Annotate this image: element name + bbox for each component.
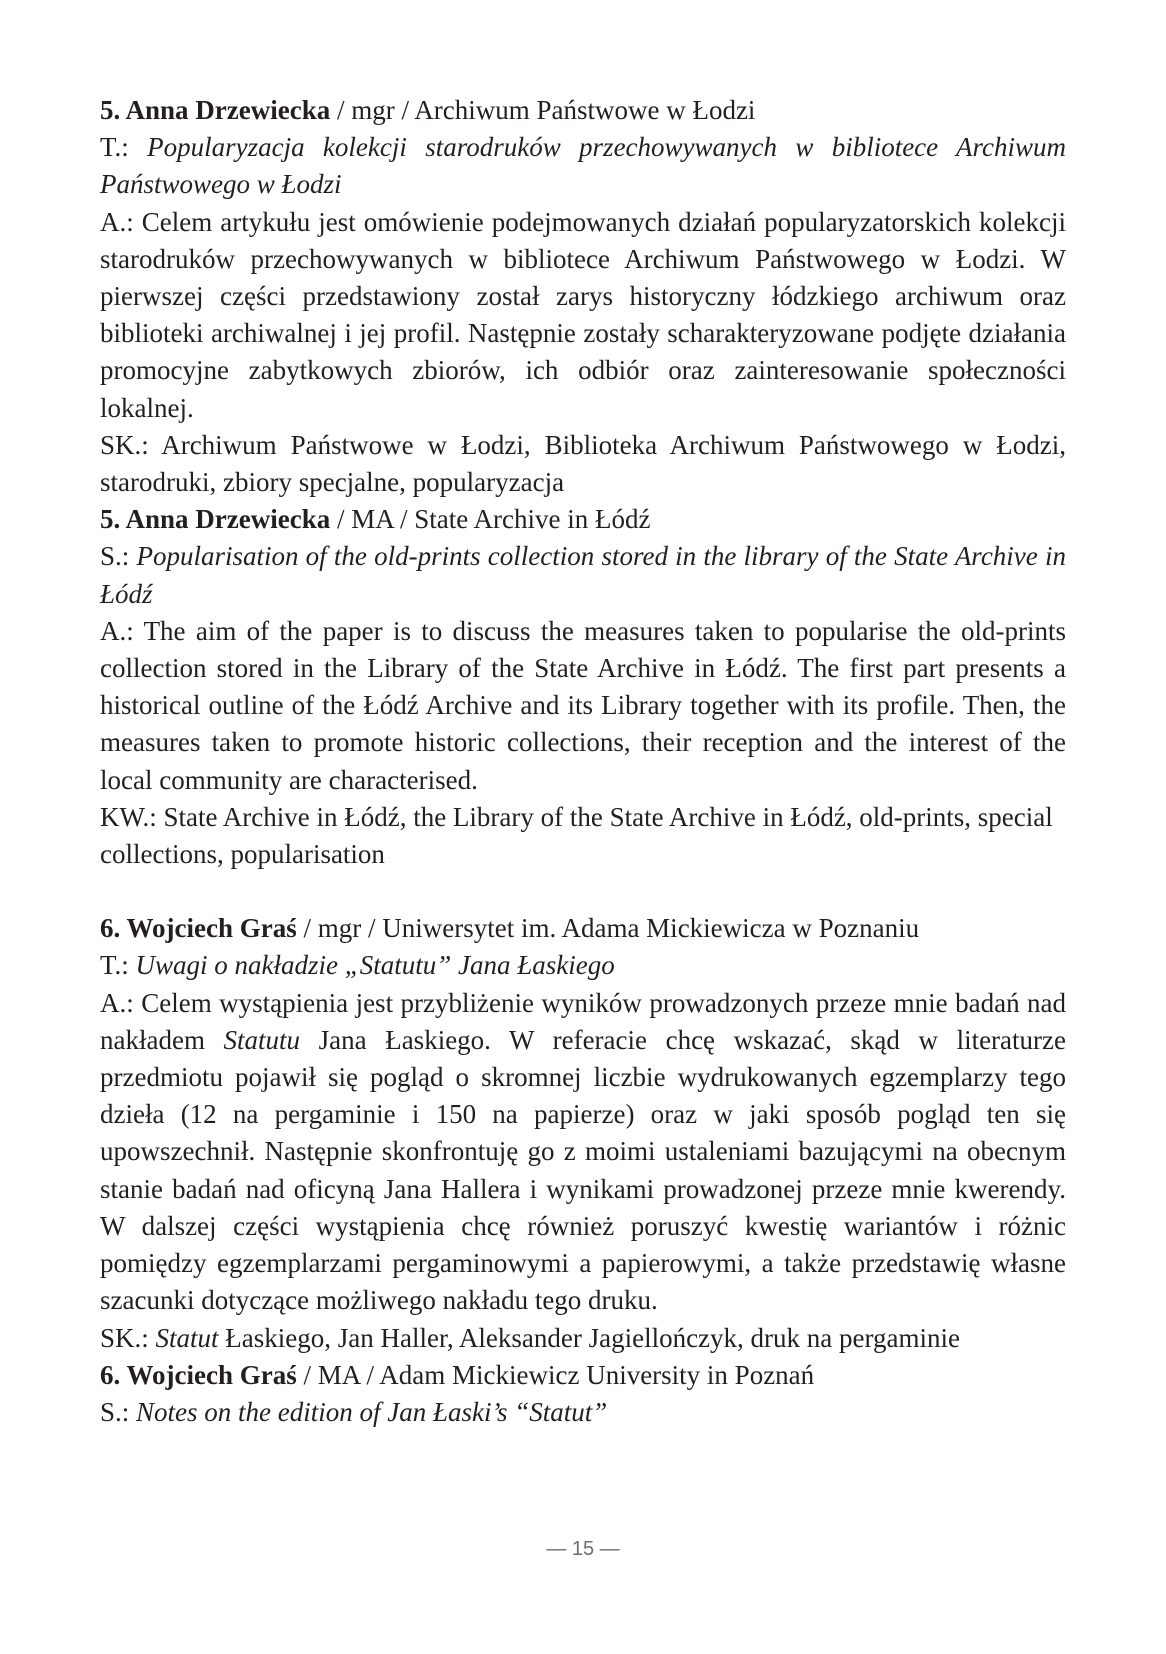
paper-title: Uwagi o nakładzie „Statutu” Jana Łaskiego bbox=[135, 950, 615, 981]
keywords-italic: Statut bbox=[155, 1322, 219, 1353]
abstract-text: Celem artykułu jest omówienie podejmowanych działań popularyzatorskich kolekcji starodruków przechowywanych w bibliotece Archiwum Państwowego w Łodzi. W pierwszej części przedstawiony został zarys historyczny łódzkiego archiwum oraz biblioteki archiwalnej i jej profil. Następnie zostały scharakteryzowane podjęte działania promocyjne zabytkowych zbiorów, ich odbiór oraz zainteresowanie społeczności lokalnej. bbox=[100, 206, 1067, 423]
author-affiliation: / MA / State Archive in Łódź bbox=[330, 504, 651, 535]
author-line bbox=[100, 1357, 1066, 1394]
keywords bbox=[100, 1320, 1066, 1357]
author-name: 6. Wojciech Graś bbox=[100, 1359, 297, 1390]
title-label: S.: bbox=[100, 1396, 137, 1427]
abstract-label: A.: bbox=[100, 615, 144, 646]
author-line bbox=[100, 501, 1066, 538]
keywords-text: Łaskiego, Jan Haller, Aleksander Jagiellończyk, druk na pergaminie bbox=[218, 1322, 960, 1353]
title-line bbox=[100, 129, 1066, 203]
author-line bbox=[100, 910, 1066, 947]
author-line bbox=[100, 92, 1066, 129]
keywords-text: State Archive in Łódź, the Library of the State Archive in Łódź, old-prints, special collections, popularisation bbox=[100, 801, 1053, 870]
abstract-text: The aim of the paper is to discuss the measures taken to popularise the old-prints collection stored in the Library of the State Archive in Łódź. The first part presents a historical outline of the Łódź Archive and its Library together with its profile. Then, the measures taken to promote historic collections, their reception and the interest of the local community are characterised. bbox=[100, 615, 1066, 795]
keywords-label: SK.: bbox=[100, 429, 162, 460]
title-line bbox=[100, 947, 1066, 984]
author-name: 6. Wojciech Graś bbox=[100, 913, 297, 944]
paper-title: Notes on the edition of Jan Łaski’s “Statut” bbox=[136, 1396, 608, 1427]
keywords-label: KW.: bbox=[100, 801, 164, 832]
abstract-text: Jana Łaskiego. W referacie chcę wskazać, skąd w literaturze przedmiotu pojawił się pogląd o skromnej liczbie wydrukowanych egzemplarzy tego dzieła (12 na pergaminie i 150 na papierze) oraz w jaki sposób pogląd ten się upowszechnił. Następnie skonfrontuję go z moimi ustaleniami bazującymi na obecnym stanie badań nad oficyną Jana Hallera i wynikami prowadzonej przeze mnie kwerendy. W dalszej części wystąpienia chcę również poruszyć kwestię wariantów i różnic pomiędzy egzemplarzami pergaminowymi a papierowymi, a także przedstawię własne szacunki dotyczące możliwego nakładu tego druku. bbox=[100, 1024, 1066, 1316]
author-affiliation: / mgr / Uniwersytet im. Adama Mickiewicza w Poznaniu bbox=[296, 913, 920, 944]
title-line bbox=[100, 1394, 1066, 1431]
title-label: T.: bbox=[100, 132, 148, 163]
page-number: — 15 — bbox=[546, 1538, 620, 1560]
abstract-label: A.: bbox=[100, 206, 142, 237]
keywords bbox=[100, 799, 1066, 873]
title-label: T.: bbox=[100, 950, 136, 981]
keywords bbox=[100, 427, 1066, 501]
abstract-text: Celem wystąpienia jest przybliżenie wyników prowadzonych przeze mnie badań nad nakładem bbox=[100, 987, 1067, 1055]
abstract bbox=[100, 613, 1066, 799]
keywords-label: SK.: bbox=[100, 1322, 156, 1353]
entry-spacer bbox=[100, 873, 1066, 910]
keywords-text: Archiwum Państwowe w Łodzi, Biblioteka Archiwum Państwowego w Łodzi, starodruki, zbiory specjalne, popularyzacja bbox=[100, 429, 1066, 498]
paper-title: Popularisation of the old-prints collection stored in the library of the State Archive in Łódź bbox=[100, 541, 1066, 609]
paper-title: Popularyzacja kolekcji starodruków przechowywanych w bibliotece Archiwum Państwowego w Łodzi bbox=[100, 132, 1066, 200]
abstract bbox=[100, 985, 1066, 1320]
author-name: 5. Anna Drzewiecka bbox=[100, 504, 331, 535]
author-name: 5. Anna Drzewiecka bbox=[100, 95, 331, 125]
title-label: S.: bbox=[100, 541, 137, 572]
abstract-label: A.: bbox=[100, 987, 142, 1018]
abstract bbox=[100, 204, 1066, 427]
abstract-italic: Statutu bbox=[223, 1024, 301, 1055]
document-body bbox=[100, 92, 1066, 1431]
author-affiliation: / mgr / Archiwum Państwowe w Łodzi bbox=[330, 95, 756, 125]
author-affiliation: / MA / Adam Mickiewicz University in Poznań bbox=[296, 1359, 815, 1390]
title-line bbox=[100, 538, 1066, 612]
